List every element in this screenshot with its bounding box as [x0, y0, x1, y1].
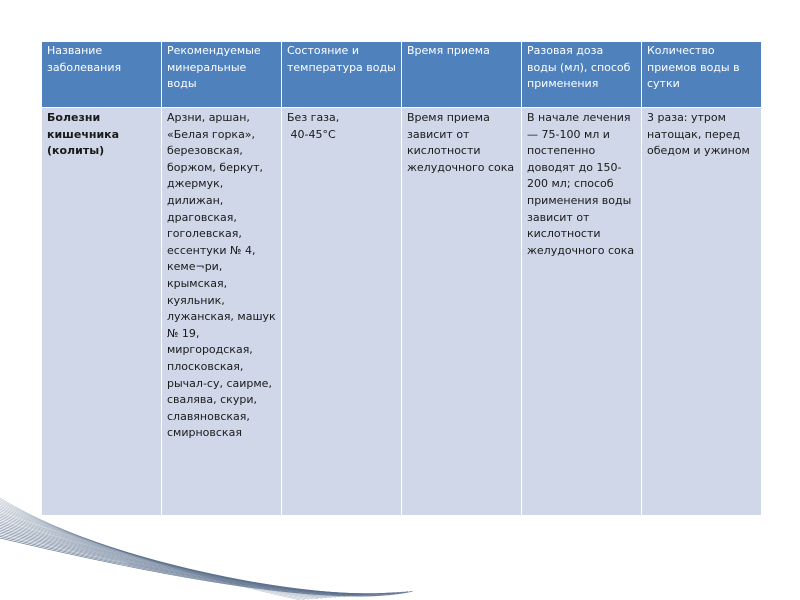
cell-time-text: Время приема зависит от кислотности желудочного сока: [407, 111, 515, 174]
header-single-dose: Разовая доза воды (мл), способ применения: [522, 42, 642, 108]
cell-condition-text: Без газа, 40-45°С: [287, 111, 340, 141]
decor-line: [0, 506, 323, 598]
decor-line: [0, 504, 318, 598]
cell-waters-text: Арзни, аршан, «Белая горка», березовская, боржом, беркут, джермук, дилижан, драговская, гоголевская, ессентуки № 4, кеме¬ри, крымская, куяльник, лужанская, машук № 19, миргородская, плосковская, рычал-су, саирме, свалява, скури, славяновская, смирновская: [167, 111, 280, 440]
cell-disease: [42, 108, 162, 516]
decor-line: [0, 524, 372, 595]
decor-line: [0, 528, 386, 593]
mineral-water-table: [41, 41, 762, 516]
decor-line: [0, 509, 332, 597]
decor-line: [0, 527, 381, 594]
cell-dose-text: В начале лечения — 75-100 мл и постепенно доводят до 150-200 мл; способ применения воды зависит от кислотности желудочного сока: [527, 111, 635, 257]
decor-line: [0, 525, 377, 594]
cell-disease-text: Болезни кишечника (колиты): [47, 111, 123, 158]
decor-line: [0, 522, 368, 595]
decor-line: [0, 508, 327, 598]
cell-count-text: 3 раза: утром натощак, перед обедом и ужином: [647, 111, 750, 158]
header-intake-time: Время приема: [402, 42, 522, 108]
cell-dose: [522, 108, 642, 516]
header-recommended-waters: Рекомендуемые минеральные воды: [162, 42, 282, 108]
header-disease: Название заболевания: [42, 42, 162, 108]
cell-waters: [162, 108, 282, 516]
cell-condition: [282, 108, 402, 516]
header-water-condition: Состояние и температура воды: [282, 42, 402, 108]
decor-line: [0, 530, 390, 594]
decor-line: [0, 520, 363, 595]
cell-count: [642, 108, 762, 516]
table-row: [42, 108, 762, 516]
cell-time: [402, 108, 522, 516]
header-intakes-per-day: Количество приемов воды в сутки: [642, 42, 762, 108]
table-header-row: [42, 42, 762, 108]
